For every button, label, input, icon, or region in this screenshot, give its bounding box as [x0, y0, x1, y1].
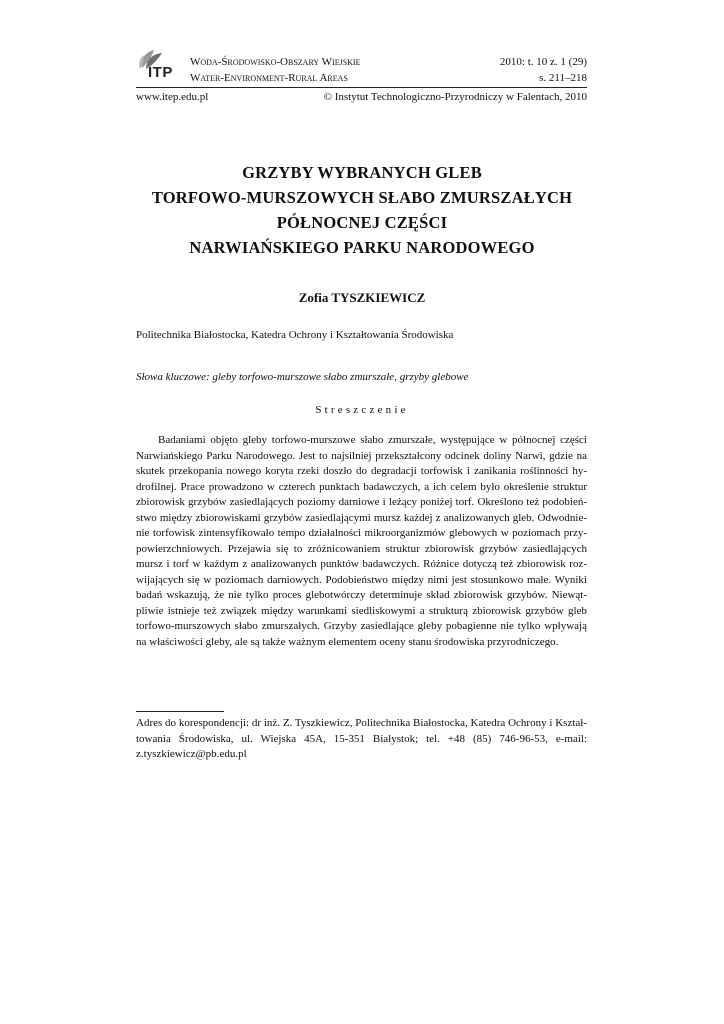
- header-rule: [136, 87, 587, 88]
- title-line: GRZYBY WYBRANYCH GLEB: [242, 163, 482, 182]
- article-title: [100, 160, 624, 260]
- title-line: PÓŁNOCNEJ CZĘŚCI: [276, 213, 448, 232]
- abstract-line: skutek przekopania nowego koryta rzeki doszło do degradacji torfowisk i zanikania roślinności hy-: [136, 465, 587, 477]
- abstract-line: Narwiańskiego Parku Narodowego. Jest to najsilniej przekształcony odcinek doliny Narwi, gdzie na: [136, 449, 587, 462]
- abstract-body: [136, 433, 587, 650]
- author-affiliation: Politechnika Białostocka, Katedra Ochrony i Kształtowania Środowiska: [136, 329, 454, 341]
- abstract-line: na właściwości gleby, ale są także ważnym elementem oceny stanu środowiska przyrodniczego.: [136, 635, 559, 648]
- footnote-line: Adres do korespondencji: dr inż. Z. Tyszkiewicz, Politechnika Białostocka, Katedra Ochrony i Kształ-: [136, 717, 587, 729]
- copyright-notice: © Instytut Technologiczno-Przyrodniczy w Falentach, 2010: [323, 91, 587, 103]
- correspondence-footnote: [136, 716, 587, 763]
- author-name: Zofia TYSZKIEWICZ: [298, 290, 426, 305]
- abstract-line: zbiorowisk grzybów zasiedlających poziomy darniowe i leżący poniżej torf. Określono też podobień-: [136, 496, 587, 508]
- footnote-rule: [136, 711, 224, 712]
- logo-text: ITP: [148, 64, 173, 81]
- journal-name-en: Water-Environment-Rural Areas: [190, 72, 348, 84]
- journal-pages: s. 211–218: [539, 72, 587, 84]
- title-line: NARWIAŃSKIEGO PARKU NARODOWEGO: [189, 238, 535, 257]
- title-line: TORFOWO-MURSZOWYCH SŁABO ZMURSZAŁYCH: [151, 188, 573, 207]
- abstract-line: wijających się w poziomach darniowych. Podobieństwo między nimi jest stosunkowo małe. Wyniki: [136, 573, 587, 586]
- journal-issue: 2010: t. 10 z. 1 (29): [499, 56, 587, 68]
- abstract-line: pliwie istnieje też związek między warunkami siedliskowymi a strukturą zbiorowisk grzybów gleb: [136, 604, 587, 617]
- abstract-heading: Streszczenie: [315, 404, 409, 416]
- abstract-line: powierzchniowych. Przejawia się to zróżnicowaniem struktur zbiorowisk grzybów zasiedlających: [136, 542, 587, 555]
- website-link[interactable]: www.itep.edu.pl: [136, 91, 209, 103]
- keywords: Słowa kluczowe: gleby torfowo-murszowe słabo zmurszałe, grzyby glebowe: [136, 371, 469, 383]
- abstract-line: torfowo-murszowych słabo zmurszałych. Grzyby zasiedlające gleby pobagienne nie tylko wpływają: [136, 620, 587, 632]
- abstract-line: Badaniami objęto gleby torfowo-murszowe słabo zmurszałe, występujące w północnej części: [158, 434, 587, 446]
- footnote-line: towania Środowiska, ul. Wiejska 45A, 15-351 Białystok; tel. +48 (85) 746-96-53, e-mail:: [136, 732, 587, 745]
- journal-name-pl: Woda-Środowisko-Obszary Wiejskie: [190, 56, 361, 68]
- abstract-line: nie torfowisk zintensyfikowało tempo działalności mikroorganizmów glebowych w poziomach przy-: [136, 527, 587, 539]
- abstract-line: drofilnej. Prace prowadzono w czterech punktach badawczych, a ich celem było określenie struktur: [136, 480, 587, 493]
- abstract-line: badań wskazują, że nie tylko proces glebotwórczy determinuje skład zbiorowisk grzybów. Niewąt-: [136, 589, 587, 601]
- footnote-email[interactable]: z.tyszkiewicz@pb.edu.pl: [136, 748, 247, 760]
- abstract-line: mursz i torf w każdym z analizowanych punktów badawczych. Różnice dotyczą też zbiorowisk roz-: [136, 558, 587, 570]
- abstract-line: stwo między zbiorowiskami grzybów zasiedlającymi mursz każdej z analizowanych gleb. Odwodnie-: [136, 511, 587, 524]
